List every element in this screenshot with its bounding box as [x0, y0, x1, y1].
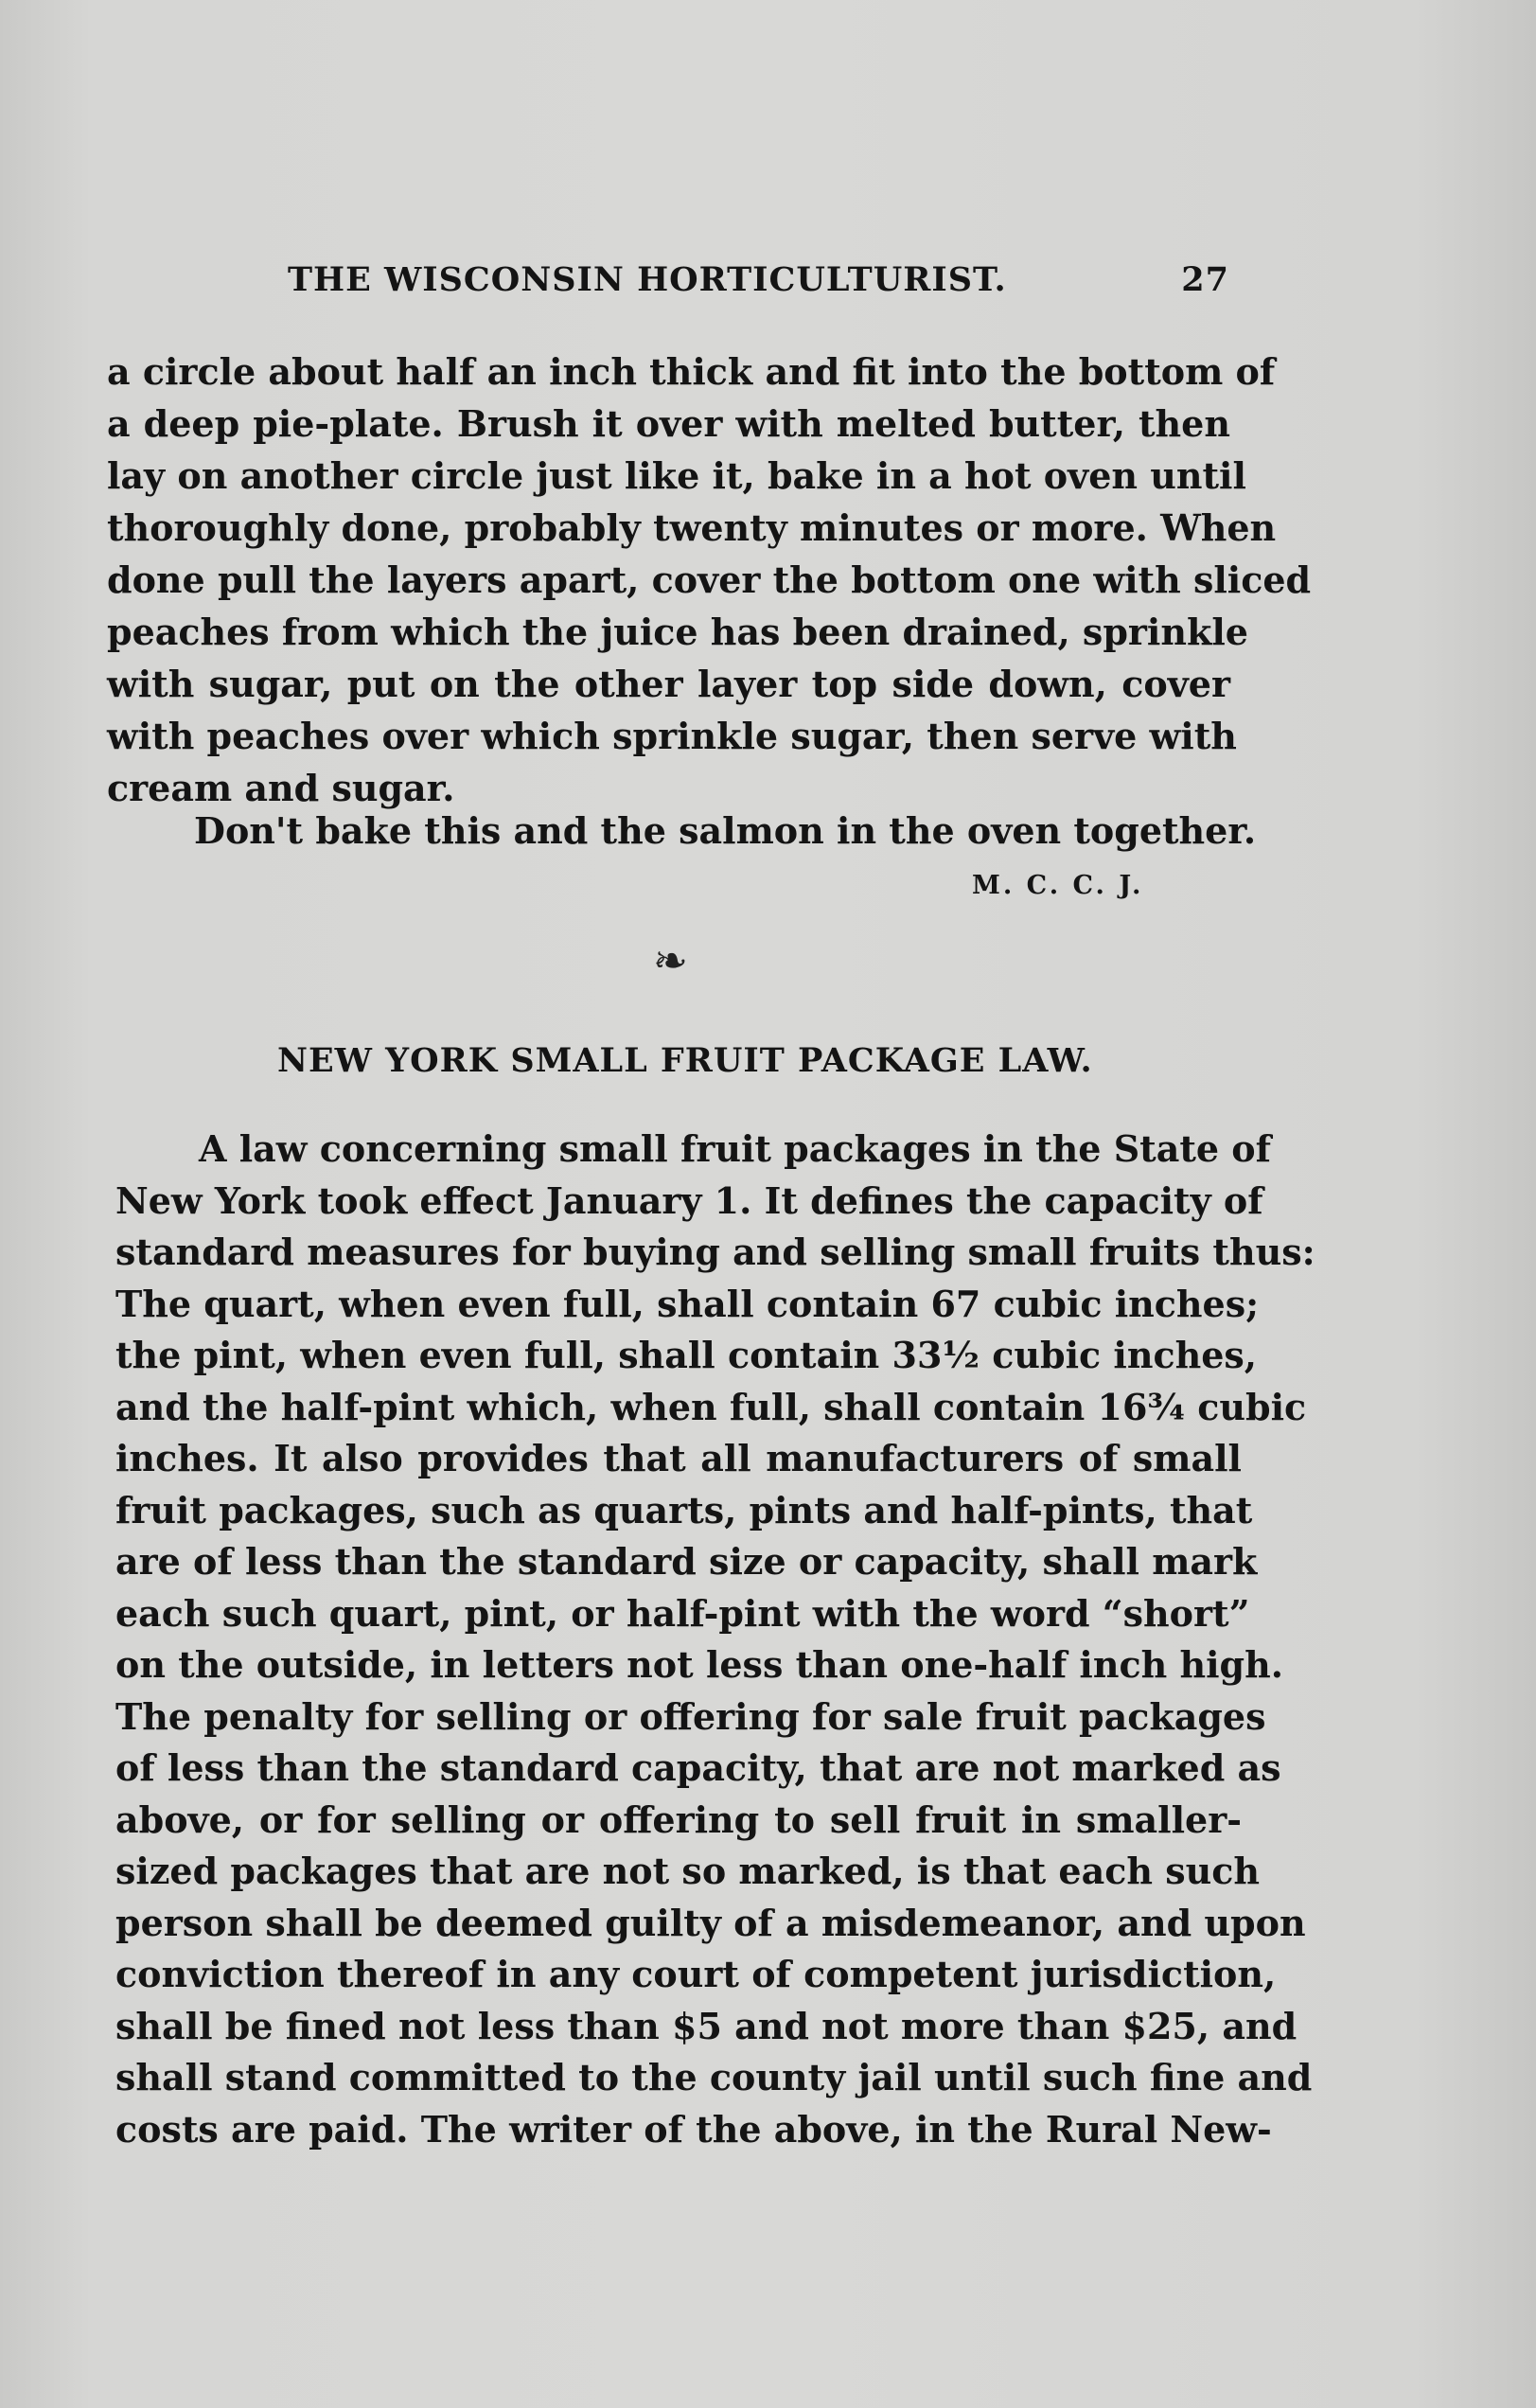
text-line: fruit packages, such as quarts, pints and half-pints, that: [115, 1488, 1253, 1532]
journal-title: THE WISCONSIN HORTICULTURIST.: [288, 260, 1007, 299]
text-line: of less than the standard capacity, that are not marked as: [115, 1746, 1281, 1789]
text-line: above, or for selling or offering to sell fruit in smaller-: [115, 1797, 1242, 1841]
text-line: peaches from which the juice has been drained, sprinkle: [107, 611, 1248, 653]
text-line: person shall be deemed guilty of a misdemeanor, and upon: [115, 1901, 1306, 1944]
text-line: lay on another circle just like it, bake in a hot oven until: [107, 454, 1246, 497]
recipe-paragraph: [107, 345, 1312, 814]
text-line: The quart, when even full, shall contain 67 cubic inches;: [115, 1282, 1260, 1325]
text-line: and the half-pint which, when full, shall contain 16¾ cubic: [115, 1385, 1307, 1428]
text-line: a deep pie-plate. Brush it over with melted butter, then: [107, 402, 1230, 445]
text-line: with peaches over which sprinkle sugar, then serve with: [107, 715, 1237, 757]
text-line: shall stand committed to the county jail until such fine and: [115, 2056, 1313, 2098]
text-line: each such quart, pint, or half-pint with the word “short”: [115, 1591, 1250, 1635]
text-line: the pint, when even full, shall contain 33½ cubic inches,: [115, 1334, 1258, 1376]
text-line: thoroughly done, probably twenty minutes or more. When: [107, 506, 1277, 549]
text-line: sized packages that are not so marked, is that each such: [115, 1850, 1261, 1892]
text-line: cream and sugar.: [107, 767, 455, 809]
text-line: shall be fined not less than $5 and not more than $25, and: [115, 2004, 1298, 2047]
text-line: conviction thereof in any court of competent jurisdiction,: [115, 1953, 1277, 1995]
text-line: A law concerning small fruit packages in the State of: [199, 1127, 1271, 1170]
text-line: costs are paid. The writer of the above, in the Rural New-: [115, 2107, 1272, 2151]
fleuron-ornament-icon: ❧: [653, 937, 688, 985]
text-line: The penalty for selling or offering for sale fruit packages: [115, 1694, 1266, 1738]
text-line: with sugar, put on the other layer top side down, cover: [107, 663, 1230, 705]
text-line: on the outside, in letters not less than one-half inch high.: [115, 1643, 1283, 1686]
page-number: 27: [1181, 260, 1229, 299]
article-title: NEW YORK SMALL FRUIT PACKAGE LAW.: [277, 1041, 1093, 1080]
text-line: inches. It also provides that all manufacturers of small: [115, 1437, 1242, 1479]
text-line: a circle about half an inch thick and fit into the bottom of: [107, 350, 1276, 393]
author-signature: M. C. C. J.: [972, 871, 1144, 900]
article-body: [115, 1124, 1315, 2155]
text-line: New York took effect January 1. It defines the capacity of: [115, 1178, 1263, 1222]
text-line: done pull the layers apart, cover the bottom one with sliced: [107, 558, 1312, 601]
text-line: standard measures for buying and selling small fruits thus:: [115, 1231, 1315, 1273]
recipe-closing-line: Don't bake this and the salmon in the oven together.: [194, 809, 1257, 852]
text-line: are of less than the standard size or capacity, shall mark: [115, 1540, 1258, 1583]
running-header: [288, 260, 1229, 308]
